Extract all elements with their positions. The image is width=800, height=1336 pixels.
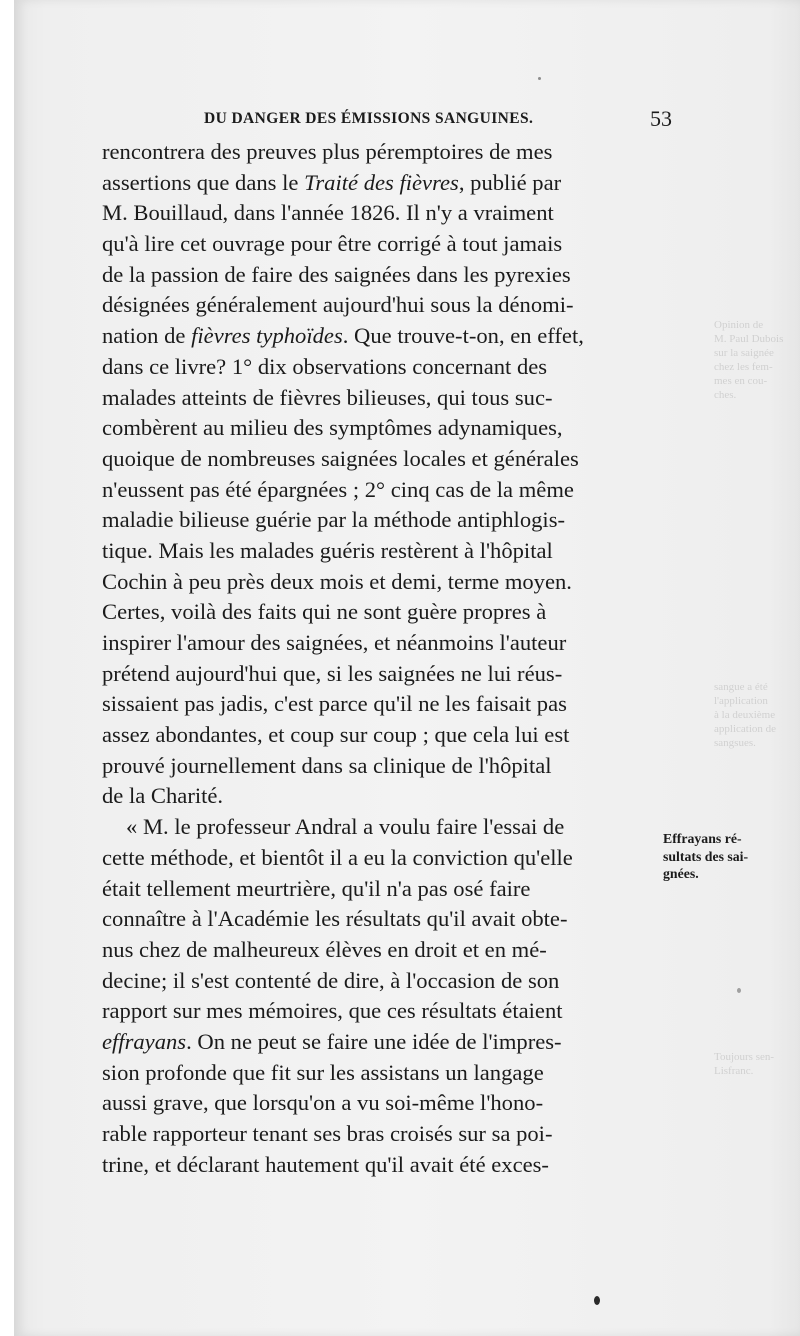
bleed-line: à la deuxième [714,709,776,721]
text-line-content [102,1027,562,1058]
text-line [102,874,662,905]
bleed-through-note-3 [714,1050,800,1078]
text-line [102,260,662,291]
text-segment: nation de [102,323,186,349]
bleed-line: sangsues. [714,737,756,749]
text-line [102,843,662,874]
text-line [102,1119,662,1150]
text-segment: , publié par [458,169,562,195]
text-segment: assertions que dans le [102,169,299,195]
text-line-content: malades atteints de fièvres bilieuses, qui tous suc- [102,384,553,410]
text-line [102,966,662,997]
text-line [102,904,662,935]
text-line [102,321,662,352]
text-line-content: maladie bilieuse guérie par la méthode antiphlogis- [102,507,566,533]
margin-note [663,830,773,883]
bleed-line: l'application [714,695,768,707]
text-segment: . Que trouve-t-on, en effet, [342,323,584,349]
page-number: 53 [650,106,672,131]
running-title: DU DANGER DES ÉMISSIONS SANGUINES. [204,110,534,127]
text-line-content: « M. le professeur Andral a voulu faire l'essai de [126,814,565,840]
text-line-content: aussi grave, que lorsqu'on a vu soi-même l'hono- [102,1090,544,1116]
margin-note-line: Effrayans ré- [663,831,742,846]
bleed-line: mes en cou- [714,375,768,387]
disease-name-italic: fièvres typhoïdes [191,323,343,349]
text-line-content: quoique de nombreuses saignées locales et générales [102,445,579,471]
text-segment: . On ne peut se faire une idée de l'impres- [186,1028,562,1054]
text-line [102,229,662,260]
text-line-content: désignées généralement aujourd'hui sous la dénomi- [102,292,574,318]
book-page [14,0,800,1336]
text-line [102,1150,662,1181]
text-line-content: prouvé journellement dans sa clinique de l'hôpital [102,752,552,778]
text-line [102,444,662,475]
bleed-line: Opinion de [714,319,764,331]
ink-speck [538,77,541,80]
text-line-content: connaître à l'Académie les résultats qu'il avait obte- [102,906,568,932]
ink-speck [594,1296,600,1305]
book-title-italic: Traité des fièvres [304,169,459,195]
text-line [102,751,662,782]
bleed-line: ches. [714,389,737,401]
text-line-content: prétend aujourd'hui que, si les saignées ne lui réus- [102,660,563,686]
text-line [102,659,662,690]
bleed-through-note-1 [714,318,800,402]
text-line-content: trine, et déclarant hautement qu'il avait été exces- [102,1151,549,1177]
text-line-content: de la passion de faire des saignées dans les pyrexies [102,261,571,287]
text-line [102,689,662,720]
text-line [102,168,662,199]
text-line-content: qu'à lire cet ouvrage pour être corrigé à tout jamais [102,231,563,257]
text-line [102,1058,662,1089]
margin-note-line: sultats des sai- [663,848,749,864]
text-line-content: sissaient pas jadis, c'est parce qu'il ne les faisait pas [102,691,567,717]
running-head [204,108,672,136]
text-line [102,1088,662,1119]
bleed-through-note-2 [714,680,800,750]
text-line [102,935,662,966]
text-line-content: était tellement meurtrière, qu'il n'a pas osé faire [102,875,531,901]
text-line [102,505,662,536]
text-line [102,536,662,567]
text-line [102,352,662,383]
text-line-content: nus chez de malheureux élèves en droit et en mé- [102,936,547,962]
text-line [102,1027,662,1058]
text-line [102,383,662,414]
text-line [102,628,662,659]
bleed-line: Lisfranc. [714,1065,754,1077]
text-line [102,137,662,168]
text-line-content [102,321,584,352]
bleed-line: sur la saignée [714,347,774,359]
text-line-content: rencontrera des preuves plus péremptoires de mes [102,139,553,164]
bleed-line: application de [714,723,777,735]
text-line-content: Cochin à peu près deux mois et demi, terme moyen. [102,568,572,594]
bleed-line: M. Paul Dubois [714,333,784,345]
text-line [102,567,662,598]
text-line-content: Certes, voilà des faits qui ne sont guère propres à [102,599,547,625]
effrayans-italic: effrayans [102,1028,187,1054]
text-line-content: combèrent au milieu des symptômes adynamiques, [102,415,563,441]
text-line-content: n'eussent pas été épargnées ; 2° cinq cas de la même [102,476,574,502]
text-line-content: decine; il s'est contenté de dire, à l'occasion de son [102,967,560,993]
margin-note-line: gnées. [663,866,699,881]
bleed-line: sangue a été [714,681,768,693]
bleed-line: chez les fem- [714,361,773,373]
text-line [102,781,662,812]
text-line [102,413,662,444]
text-line [102,198,662,229]
text-line [102,720,662,751]
text-line-content [102,168,561,199]
text-line-content: cette méthode, et bientôt il a eu la conviction qu'elle [102,844,573,870]
text-line-content: assez abondantes, et coup sur coup ; que cela lui est [102,722,570,748]
text-line-content: sion profonde que fit sur les assistans un langage [102,1059,544,1085]
bleed-line: Toujours sen- [714,1051,775,1063]
text-line [102,290,662,321]
text-line [102,812,662,843]
body-text [102,137,662,1180]
text-line [102,597,662,628]
ink-speck [737,988,741,993]
text-line-content: rable rapporteur tenant ses bras croisés sur sa poi- [102,1121,553,1146]
text-line-content: dans ce livre? 1° dix observations concernant des [102,353,548,379]
text-line [102,996,662,1027]
text-line-content: inspirer l'amour des saignées, et néanmoins l'auteur [102,630,567,655]
text-line-content: M. Bouillaud, dans l'année 1826. Il n'y a vraiment [102,200,554,226]
text-line-content: tique. Mais les malades guéris restèrent à l'hôpital [102,537,553,563]
text-line-content: rapport sur mes mémoires, que ces résultats étaient [102,998,563,1024]
text-line-content: de la Charité. [102,783,224,809]
text-line [102,475,662,506]
